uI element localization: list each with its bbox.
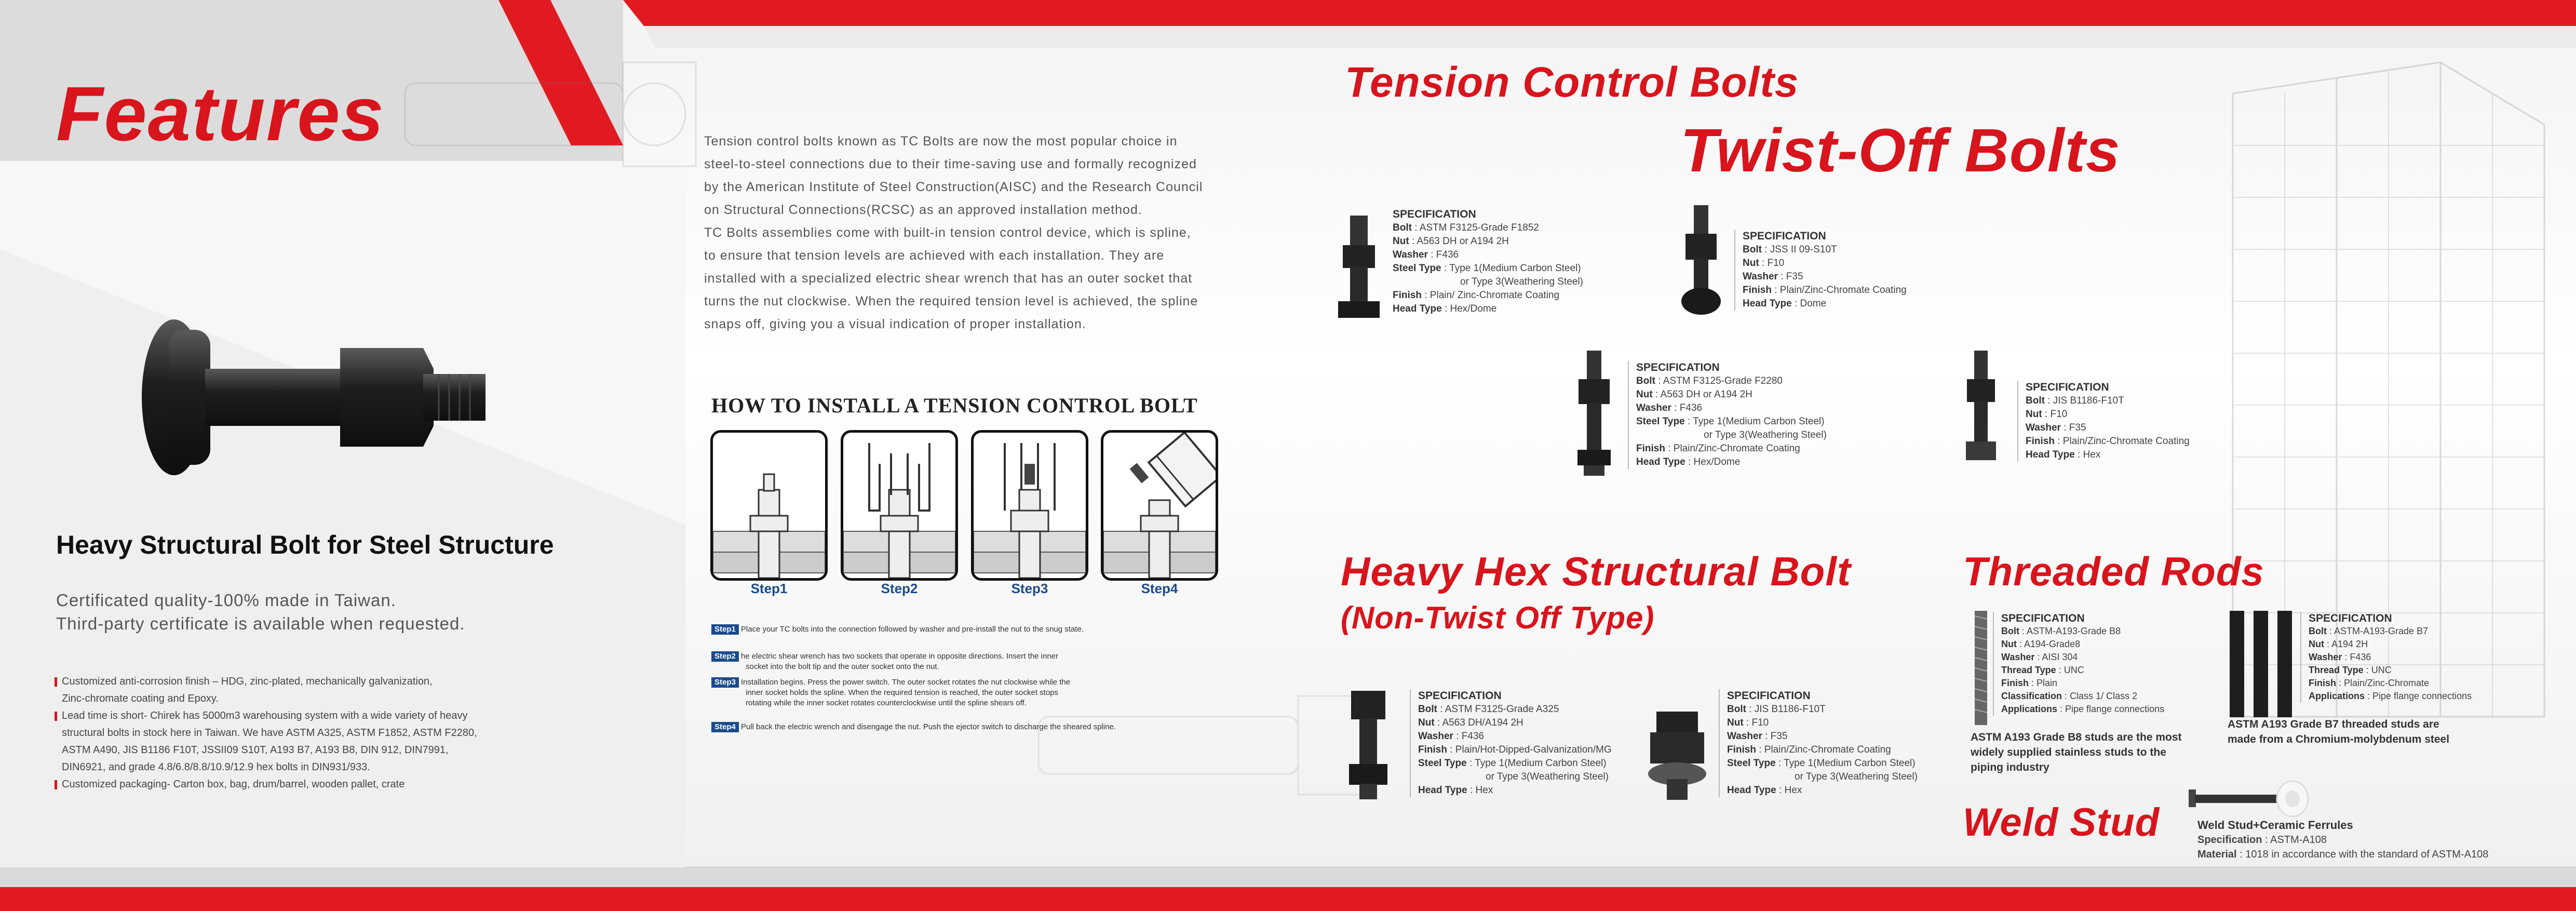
tc-spec-2: SPECIFICATION Bolt : JSS II 09-S10T Nut : F10 Washer : F35 Finish : Plain/Zinc-Chromate Coating Head Type : Dome (1734, 230, 1952, 311)
spec-steel: Type 1(Medium Carbon Steel) (1784, 758, 1916, 769)
bullet-item: Customized packaging- Carton box, bag, drum/barrel, wooden pallet, crate (55, 776, 626, 793)
spec-head: Hex (1784, 785, 1802, 796)
spec-class: Class 1/ Class 2 (2070, 691, 2138, 701)
rods-spec-2: SPECIFICATION Bolt : ASTM-A193-Grade B7 Nut : A194 2H Washer : F436 Thread Type : UNC Finish : Plain/Zinc-Chromate Applications : Pipe flange connections (2300, 612, 2518, 703)
tc-spec-1: SPECIFICATION Bolt : ASTM F3125-Grade F1852 Nut : A563 DH or A194 2H Washer : F436 Steel Type : Type 1(Medium Carbon Steel) or Type 3(Weathering Steel) Finish : Plain/ Zinc-Chromate Coating Head Type : Hex/Dome (1386, 208, 1636, 316)
spec-nut: A194-Grade8 (2024, 639, 2081, 649)
spec-finish: Plain/Zinc-Chromate Coating (2062, 436, 2190, 447)
intro-line: steel-to-steel connections due to their time-saving use and formally recognized (704, 157, 1197, 171)
spec-steel: Type 1(Medium Carbon Steel) (1693, 416, 1825, 427)
bullet-item-cont: ASTM A490, JIS B1186 F10T, JSSII09 S10T, A193 B7, A193 B8, DIN 912, DIN7991, (62, 744, 449, 756)
bullet-item-cont: DIN6921, and grade 4.8/6.8/8.8/10.9/12.9 hex bolts in DIN931/933. (62, 761, 370, 773)
heavy-hex-spec-2: SPECIFICATION Bolt : JIS B1186-F10T Nut : F10 Washer : F35 Finish : Plain/Zinc-Chromate Coating Steel Type : Type 1(Medium Carbon Steel) or Type 3(Weathering Steel) Head Type : Hex (1719, 689, 1963, 797)
step-label-1: Step1 (750, 581, 788, 596)
spec-head: Hex (1475, 785, 1493, 796)
spec-washer: F35 (2069, 422, 2086, 433)
bolt-sketch-bg (363, 21, 727, 280)
spec-bolt: JIS B1186-F10T (1754, 704, 1826, 715)
spec-title: SPECIFICATION (2309, 612, 2392, 624)
certification-line-1: Certificated quality-100% made in Taiwan. (56, 591, 396, 610)
step-instruction-1 (711, 624, 1153, 635)
spec-finish: Plain/Hot-Dipped-Galvanization/MG (1455, 744, 1612, 755)
step-text-2: socket into the bolt tip and the outer socket onto the nut. (746, 662, 939, 671)
weld-stud-name: Weld Stud+Ceramic Ferrules (2197, 819, 2353, 832)
spec-washer: F35 (1786, 271, 1803, 282)
spec-title: SPECIFICATION (1727, 690, 1811, 702)
intro-line: by the American Institute of Steel Construction(AISC) and the Research Council (704, 180, 1203, 194)
tc-bolt-image-2 (1680, 203, 1722, 319)
step3-illustration (974, 433, 1086, 578)
spec-title: SPECIFICATION (1743, 230, 1826, 242)
tc-bolt-image-3 (1573, 348, 1615, 478)
spec-washer: F436 (1461, 731, 1485, 742)
spec-head: Hex/Dome (1693, 457, 1741, 467)
spec-applications: Pipe flange connections (2372, 691, 2472, 701)
step-label-2: Step2 (881, 581, 918, 596)
spec-title: SPECIFICATION (1636, 361, 1720, 373)
intro-line: turns the nut clockwise. When the required tension level is achieved, the spline (704, 294, 1198, 309)
intro-line: TC Bolts assemblies come with built-in tension control device, which is spline, (704, 225, 1191, 240)
rods-spec-1: SPECIFICATION Bolt : ASTM-A193-Grade B8 Nut : A194-Grade8 Washer : AISI 304 Thread Type : UNC Finish : Plain Classification : Class 1/ Class 2 Applications : Pipe flange connections (1993, 612, 2221, 716)
spec-nut: A194 2H (2331, 639, 2368, 649)
bottom-gray-band (0, 866, 2576, 887)
spec-applications: Pipe flange connections (2065, 704, 2165, 714)
intro-line: installed with a specialized electric shear wrench that has an outer socket that (704, 271, 1193, 286)
spec-nut: F10 (2050, 409, 2068, 420)
step-tag: Step1 (711, 624, 739, 635)
spec-finish: Plain/Zinc-Chromate Coating (1764, 744, 1891, 755)
spec-washer: F436 (1679, 403, 1703, 413)
step4-illustration (1103, 433, 1216, 578)
spec-bolt: ASTM F3125-Grade F1852 (1419, 222, 1539, 233)
spec-thread: UNC (2064, 665, 2084, 675)
bullet-item: Customized anti-corrosion finish – HDG, zinc-plated, mechanically galvanization, (55, 673, 626, 690)
intro-line: on Structural Connections(RCSC) as an approved installation method. (704, 203, 1142, 217)
step-text: he electric shear wrench has two sockets that operate in opposite directions. Insert the inner (740, 652, 1059, 661)
heavy-hex-spec-1: SPECIFICATION Bolt : ASTM F3125-Grade A325 Nut : A563 DH/A194 2H Washer : F436 Finish : Plain/Hot-Dipped-Galvanization/MG Steel Type : Type 1(Medium Carbon Steel) or Type 3(Weathering Steel) Head Type : Hex (1410, 689, 1659, 797)
step-tag: Step2 (711, 651, 739, 662)
product-title: Heavy Structural Bolt for Steel Structure (56, 530, 554, 559)
certification-line-2: Third-party certificate is available when requested. (56, 614, 465, 633)
intro-line: Tension control bolts known as TC Bolts are now the most popular choice in (704, 134, 1178, 149)
tc-title-1: Tension Control Bolts (1345, 59, 1799, 106)
spec-steel: Type 1(Medium Carbon Steel) (1449, 263, 1581, 274)
spec-steel-2: or Type 3(Weathering Steel) (1704, 430, 1827, 440)
spec-head: Hex (2083, 449, 2101, 460)
step-box-3 (971, 430, 1088, 581)
features-title: Features (56, 71, 385, 157)
bullet-item-cont: Zinc-chromate coating and Epoxy. (62, 693, 219, 704)
bottom-red-band (0, 887, 2576, 911)
spec-bolt: JIS B1186-F10T (2053, 395, 2124, 406)
spec-nut: A563 DH/A194 2H (1442, 717, 1523, 728)
spec-washer: F436 (2350, 652, 2371, 662)
spec-steel-2: or Type 3(Weathering Steel) (1795, 771, 1918, 782)
spec-finish: Plain/Zinc-Chromate Coating (1673, 443, 1800, 454)
step-box-1 (710, 430, 828, 581)
spec-nut: F10 (1751, 717, 1769, 728)
heavy-hex-title: Heavy Hex Structural Bolt (1341, 548, 1851, 594)
step-instruction-3 (711, 677, 1153, 708)
spec-finish: Plain (2036, 678, 2058, 688)
step-text: Place your TC bolts into the connection followed by washer and pre-install the nut to the snug state. (740, 625, 1084, 634)
intro-line: to ensure that tension levels are achieved with each installation. They are (704, 248, 1165, 263)
weld-stud-details: Weld Stud+Ceramic Ferrules Specification : ASTM-A108 Material : 1018 in accordance with the standard of ASTM-A108 (2197, 818, 2561, 862)
spec-steel-2: or Type 3(Weathering Steel) (1460, 276, 1583, 287)
spec-finish: Plain/ Zinc-Chromate Coating (1429, 290, 1560, 301)
step-label-3: Step3 (1011, 581, 1048, 596)
bullet-item-cont: structural bolts in stock here in Taiwan. We have ASTM A325, ASTM F1852, ASTM F2280, (62, 727, 477, 739)
step-text-3: rotating while the inner socket rotates counterclockwise until the spline shears off. (746, 699, 1027, 707)
spec-steel-2: or Type 3(Weathering Steel) (1486, 771, 1609, 782)
step-text: Installation begins. Press the power switch. The outer socket rotates the nut clockwise while the (740, 678, 1071, 687)
step1-illustration (713, 433, 825, 578)
step-tag: Step3 (711, 677, 739, 688)
tc-bolt-image-1 (1336, 213, 1382, 322)
tc-spec-4: SPECIFICATION Bolt : JIS B1186-F10T Nut : F10 Washer : F35 Finish : Plain/Zinc-Chromate Coating Head Type : Hex (2017, 381, 2215, 462)
step-label-4: Step4 (1141, 581, 1178, 596)
spec-head: Hex/Dome (1450, 303, 1497, 314)
spec-washer: AISI 304 (2042, 652, 2078, 662)
structural-bolt-image (132, 312, 506, 483)
spec-bolt: ASTM F3125-Grade F2280 (1663, 376, 1783, 386)
spec-finish: Plain/Zinc-Chromate Coating (1779, 285, 1907, 296)
spec-nut: F10 (1767, 258, 1785, 269)
spec-washer: F436 (1436, 249, 1459, 260)
spec-washer: F35 (1770, 731, 1788, 742)
threaded-rod-image-1 (1971, 611, 1991, 725)
features-bullets (55, 673, 626, 793)
step-instruction-2 (711, 651, 1153, 672)
rods-caption-2: ASTM A193 Grade B7 threaded studs are made from a Chromium-molybdenum steel (2228, 718, 2450, 745)
spec-thread: UNC (2371, 665, 2392, 675)
step-text-2: inner socket holds the spline. When the required tension is reached, the outer socket stops (746, 688, 1059, 697)
step-tag: Step4 (711, 722, 739, 732)
heavy-hex-bolt-image-2 (1646, 709, 1708, 802)
spec-bolt: ASTM-A193-Grade B8 (2027, 626, 2121, 636)
threaded-rod-image-2 (2228, 611, 2295, 717)
tc-bolt-image-4 (1963, 348, 1999, 465)
weld-stud-title: Weld Stud (1963, 800, 2160, 845)
spec-steel: Type 1(Medium Carbon Steel) (1475, 758, 1607, 769)
spec-bolt: ASTM-A193-Grade B7 (2334, 626, 2429, 636)
spec-nut: A563 DH or A194 2H (1417, 236, 1509, 247)
step-instruction-4 (711, 722, 1153, 732)
rods-caption-1: ASTM A193 Grade B8 studs are the most widely supplied stainless studs to the piping industry (1971, 731, 2182, 773)
step-text: Pull back the electric wrench and disengage the nut. Push the ejector switch to discharge the sheared spline. (740, 722, 1116, 731)
spec-title: SPECIFICATION (2026, 381, 2109, 393)
spec-bolt: JSS II 09-S10T (1770, 244, 1837, 255)
spec-head: Dome (1800, 298, 1827, 309)
intro-line: snaps off, giving you a visual indication of proper installation. (704, 317, 1086, 331)
spec-nut: A563 DH or A194 2H (1660, 389, 1752, 400)
heavy-hex-bolt-image-1 (1345, 688, 1392, 802)
spec-bolt: ASTM F3125-Grade A325 (1445, 704, 1559, 715)
threaded-rods-title: Threaded Rods (1963, 548, 2264, 594)
step-box-4 (1101, 430, 1218, 581)
step2-illustration (843, 433, 955, 578)
intro-text (704, 130, 1296, 336)
step-box-2 (841, 430, 958, 581)
weld-stud-material: 1018 in accordance with the standard of ASTM-A108 (2245, 849, 2489, 860)
spec-title: SPECIFICATION (1393, 208, 1476, 220)
tc-spec-3: SPECIFICATION Bolt : ASTM F3125-Grade F2280 Nut : A563 DH or A194 2H Washer : F436 Steel Type : Type 1(Medium Carbon Steel) or Type 3(Weathering Steel) Finish : Plain/Zinc-Chromate Coating Head Type : Hex/Dome (1628, 361, 1898, 469)
spec-title: SPECIFICATION (2001, 612, 2085, 624)
spec-finish: Plain/Zinc-Chromate (2344, 678, 2430, 688)
weld-stud-spec: ASTM-A108 (2270, 834, 2327, 846)
tc-title-2: Twist-Off Bolts (1680, 116, 2121, 185)
install-title: HOW TO INSTALL A TENSION CONTROL BOLT (711, 394, 1198, 417)
spec-title: SPECIFICATION (1418, 690, 1502, 702)
bullet-item: Lead time is short- Chirek has 5000m3 warehousing system with a wide variety of heavy (55, 707, 626, 725)
bolt-sketch-bg-2 (987, 644, 1402, 862)
heavy-hex-subtitle: (Non-Twist Off Type) (1341, 600, 1655, 635)
